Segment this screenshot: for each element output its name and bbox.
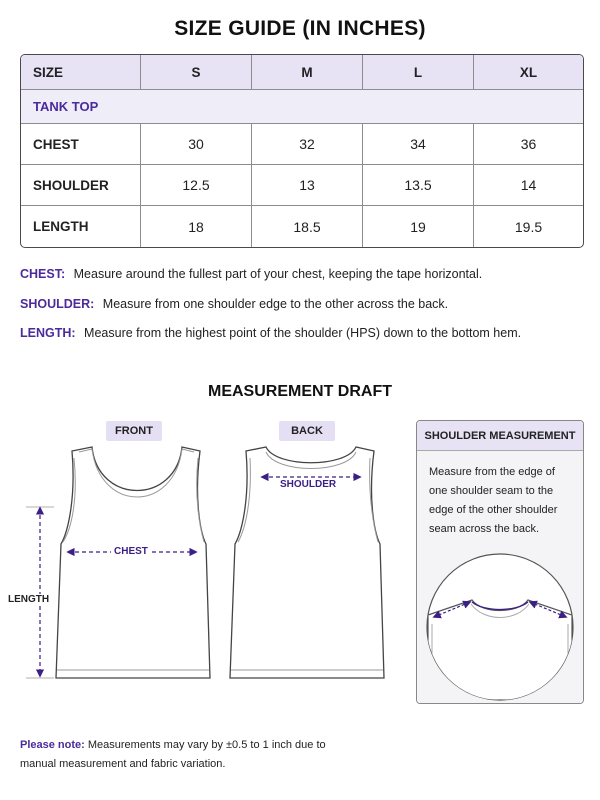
table-cell: 12.5 [141,165,252,205]
back-label: BACK [279,421,335,441]
chest-measure-label: CHEST [111,546,151,557]
length-measure-label: LENGTH [5,594,52,605]
table-cell: 32 [252,124,363,164]
table-header-cell: L [363,55,474,89]
note-term: Please note: [20,739,85,751]
definition-text: Measure from one shoulder edge to the other across the back. [102,296,449,311]
table-cell: 19.5 [514,218,543,235]
table-cell: 34 [363,124,474,164]
row-label: LENGTH [21,206,141,247]
table-cell: 18 [141,206,252,247]
table-cell: 36 [520,136,537,152]
definition-text: Measure around the fullest part of your chest, keeping the tape horizontal. [73,267,483,281]
table-cell: 14 [520,177,537,193]
definition-text: Measure from the highest point of the shoulder (HPS) down to the bottom hem. [84,326,522,340]
note-text: Measurements may vary by ±0.5 to 1 inch due to manual measurement and fabric variation. [20,739,326,770]
definition-term: SHOULDER: [20,296,95,311]
table-cell: 18.5 [252,206,363,247]
table-header-cell: SIZE [21,55,141,89]
definition-term: CHEST: [20,267,66,281]
row-label: CHEST [21,124,141,164]
section-label: TANK TOP [33,99,99,114]
panel-title: SHOULDER MEASUREMENT [417,421,583,451]
table-cell: 13.5 [363,165,474,205]
table-cell: 19 [363,206,474,247]
footnote [20,736,350,774]
shoulder-measure-label: SHOULDER [277,479,339,490]
table-header-cell: S [141,55,252,89]
detail-tank-shoulders [428,600,572,700]
table-header-cell: M [252,55,363,89]
table-cell: 30 [141,124,252,164]
table-cell: 13 [252,165,363,205]
definition-term: LENGTH: [20,326,76,340]
panel-text: Measure from the edge of one shoulder seam to the edge of the other shoulder seam across the back. [429,466,558,535]
front-label: FRONT [106,421,162,441]
draft-title: MEASUREMENT DRAFT [208,383,392,400]
row-label: SHOULDER [21,165,141,205]
page-title: SIZE GUIDE (IN INCHES) [174,17,426,40]
table-header-cell: XL [519,64,538,80]
